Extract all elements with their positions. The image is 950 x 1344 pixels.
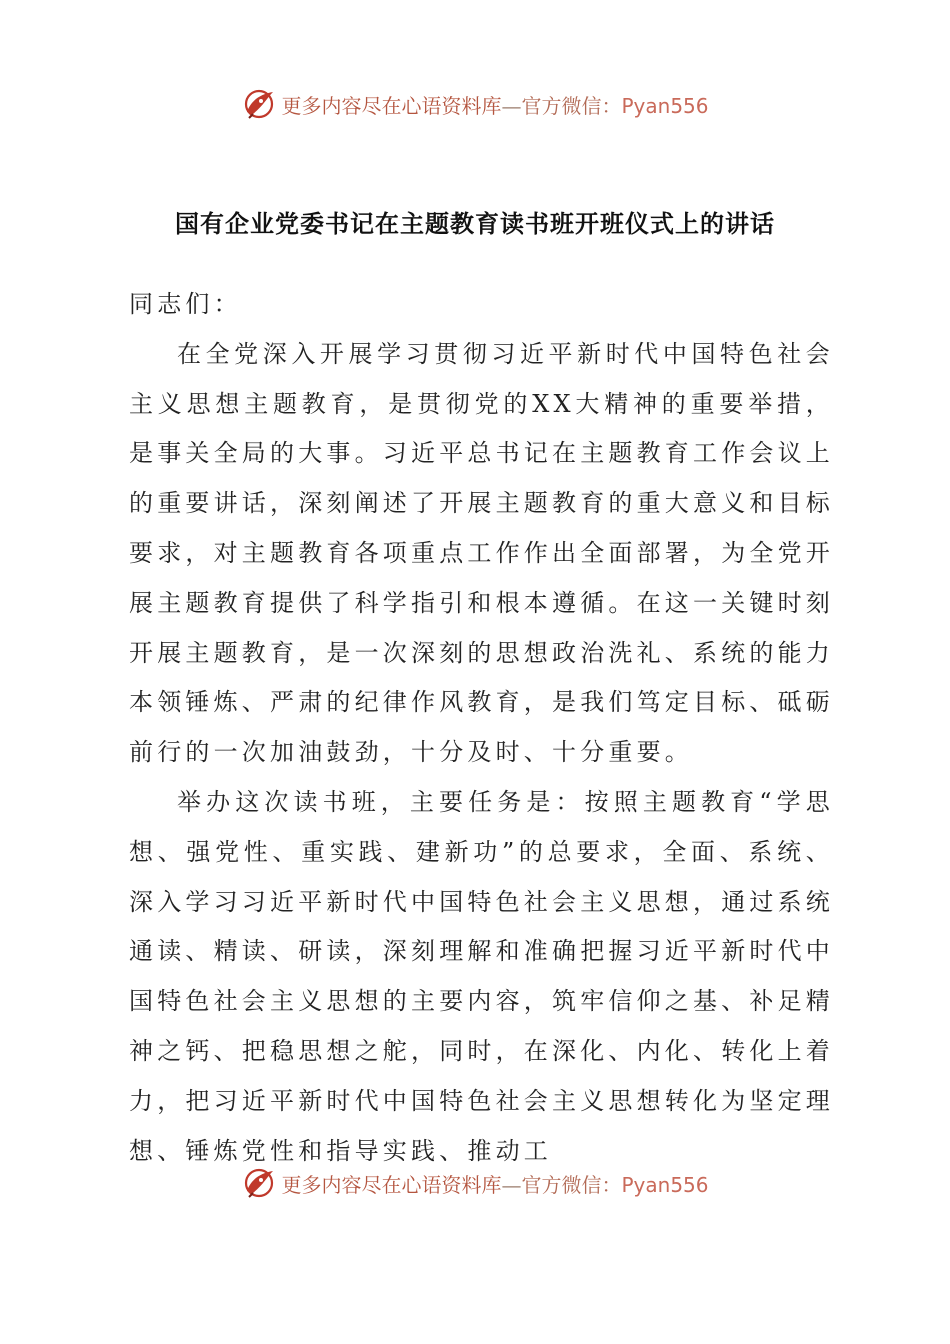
paragraph-2: 举办这次读书班，主要任务是：按照主题教育“学思想、强党性、重实践、建新功”的总要求，全面、系统、深入学习习近平新时代中国特色社会主义思想，通过系统通读、精读、研读，深刻理解和准确把握习近平新时代中国特色社会主义思想的主要内容，筑牢信仰之基、补足精神之钙、把稳思想之舵，同时，在深化、内化、转化上着力，把习近平新时代中国特色社会主义思想转化为坚定理想、锤炼党性和指导实践、推动工: [129, 787, 834, 1165]
watermark-lead: 更多内容尽在心语资料库: [281, 1172, 502, 1197]
document-title: 国有企业党委书记在主题教育读书班开班仪式上的讲话: [175, 210, 775, 238]
watermark-dash: —: [501, 93, 522, 118]
pen-nib-logo-icon: [241, 1165, 277, 1201]
document-body: [129, 280, 834, 1176]
watermark-dash: —: [501, 1172, 522, 1197]
pen-nib-logo-icon: [241, 86, 277, 122]
watermark-wechat-label: 官方微信：: [521, 1172, 622, 1197]
watermark-wechat-id: Pyan556: [621, 1172, 709, 1197]
watermark-text: [281, 90, 708, 119]
watermark-text: [281, 1169, 708, 1198]
watermark-wechat-id: Pyan556: [621, 93, 709, 118]
watermark-lead: 更多内容尽在心语资料库: [281, 93, 502, 118]
watermark-banner-bottom: [0, 1163, 950, 1203]
paragraph-1: 在全党深入开展学习贯彻习近平新时代中国特色社会主义思想主题教育，是贯彻党的XX大精神的重要举措，是事关全局的大事。习近平总书记在主题教育工作会议上的重要讲话，深刻阐述了开展主题教育的重大意义和目标要求，对主题教育各项重点工作作出全面部署，为全党开展主题教育提供了科学指引和根本遵循。在这一关键时刻开展主题教育，是一次深刻的思想政治洗礼、系统的能力本领锤炼、严肃的纪律作风教育，是我们笃定目标、砥砺前行的一次加油鼓劲，十分及时、十分重要。: [129, 339, 834, 767]
watermark-banner-top: [0, 84, 950, 124]
watermark-wechat-label: 官方微信：: [521, 93, 622, 118]
greeting: 同志们：: [129, 290, 242, 318]
